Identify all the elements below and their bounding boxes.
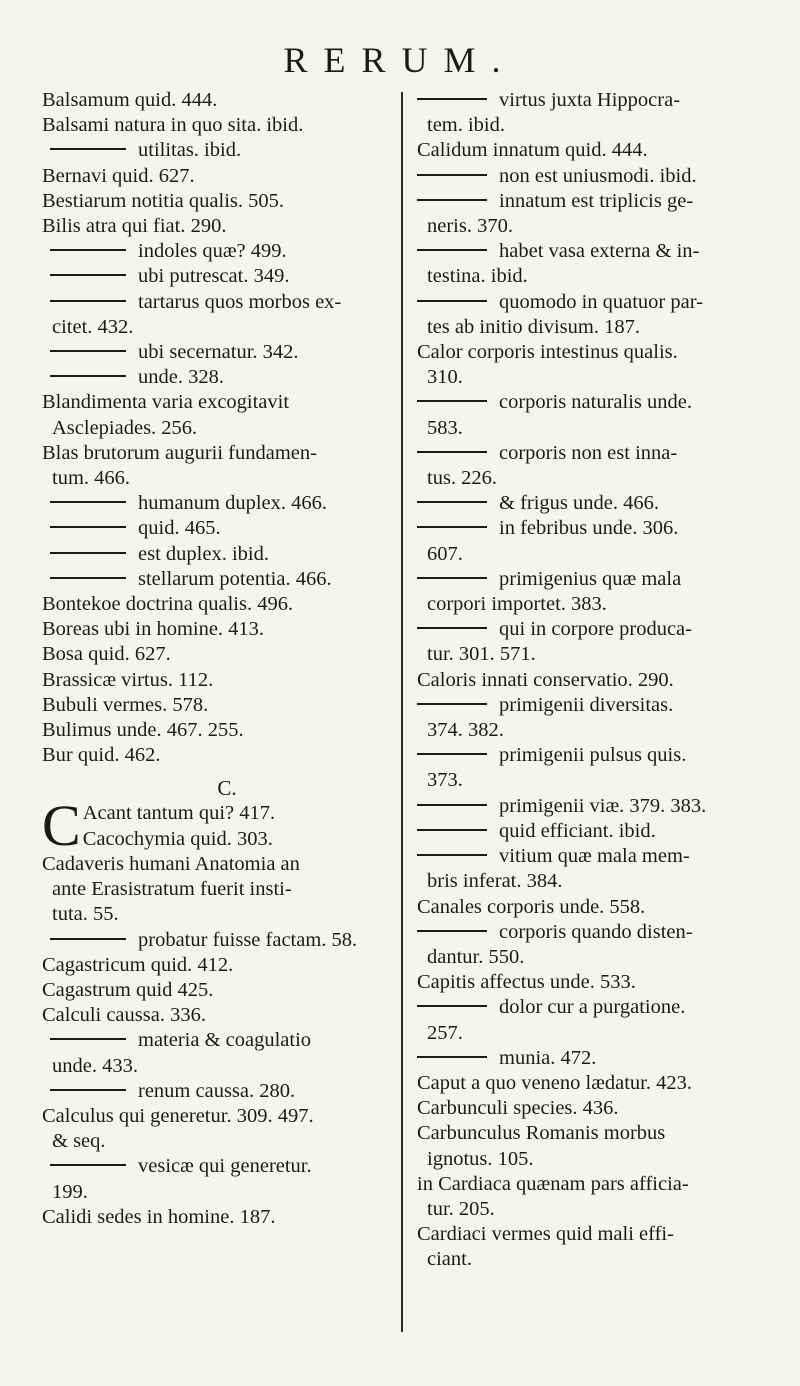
entry-text: corporis quando disten- [499,920,693,943]
index-entry [42,953,402,978]
entry-line: Blas brutorum augurii fundamen- [42,441,317,464]
entry-line [417,441,769,466]
entry-text: primigenii diversitas. [499,693,674,716]
page-header: RERUM. [283,40,517,80]
entry-line: Brassicæ virtus. 112. [42,668,214,691]
index-entry [417,567,769,617]
index-entry [417,995,769,1045]
ditto-dash [417,577,487,579]
ditto-dash [50,1089,126,1091]
index-entry [42,668,402,693]
entry-line: Bontekoe doctrina qualis. 496. [42,593,294,616]
index-entry [417,189,769,239]
entry-text: quid. 465. [138,517,221,540]
index-entry [417,1222,769,1272]
entry-continuation: 373. [427,769,463,792]
entry-line [417,920,769,945]
entry-line: Calculus qui generetur. 309. 497. [42,1104,314,1127]
entry-line: Bestiarum notitia qualis. 505. [42,189,284,212]
index-entry [42,617,402,642]
entry-continuation: bris inferat. 384. [427,870,563,893]
ditto-dash [50,350,126,352]
entry-text: humanum duplex. 466. [138,492,328,515]
ditto-dash [50,274,126,276]
index-entry [417,340,769,390]
entry-line [42,365,402,390]
entry-text: non est uniusmodi. ibid. [499,164,697,187]
index-entry [417,920,769,970]
ditto-dash [417,526,487,528]
entry-line: Cagastrum quid 425. [42,978,214,1001]
index-entry [417,239,769,289]
entry-line [42,340,402,365]
entry-text: qui in corpore produca- [499,618,692,641]
entry-line: Carbunculi species. 436. [417,1097,619,1120]
entry-line [417,617,769,642]
ditto-dash [50,300,126,302]
entry-line: Balsamum quid. 444. [42,89,218,111]
entry-line [417,819,769,844]
ditto-dash [50,1164,126,1166]
index-entry [42,852,402,928]
entry-text: primigenii pulsus quis. [499,744,687,767]
entry-text: dolor cur a purgatione. [499,996,686,1019]
index-entry [417,743,769,793]
entry-text: utilitas. ibid. [138,139,242,162]
entry-continuation: tum. 466. [52,467,131,490]
ditto-dash [417,501,487,503]
entry-text: primigenii viæ. 379. 383. [499,794,707,817]
entry-line [42,1079,402,1104]
entry-text: ubi secernatur. 342. [138,341,299,364]
index-entry [42,693,402,718]
index-entry [42,542,402,567]
ditto-dash [50,526,126,528]
ditto-dash [417,930,487,932]
index-entry [417,1096,769,1121]
entry-text: materia & coagulatio [138,1029,312,1052]
entry-line [417,189,769,214]
entry-line [42,138,402,163]
index-entry [42,1003,402,1028]
left-column [42,88,402,1230]
entry-line [42,239,402,264]
index-entry [42,365,402,390]
index-entry [42,290,402,340]
index-entry [42,1205,402,1230]
entry-line: Calidi sedes in homine. 187. [42,1205,276,1228]
index-entry [417,290,769,340]
index-entry [417,970,769,995]
index-entry [42,264,402,289]
index-entry [42,516,402,541]
entry-line: Balsami natura in quo sita. ibid. [42,114,304,137]
ditto-dash [417,98,487,100]
index-entry [42,1104,402,1154]
index-entry [42,390,402,440]
index-entry [42,1154,402,1204]
entry-text: & frigus unde. 466. [499,492,659,515]
entry-continuation: 607. [427,542,463,565]
ditto-dash [417,854,487,856]
left-entry-list [42,88,402,768]
entry-continuation: Asclepiades. 256. [52,416,198,439]
entry-line [417,491,769,516]
entry-line [42,1154,402,1179]
index-entry [417,819,769,844]
index-entry [417,88,769,138]
entry-line: in Cardiaca quænam pars afficia- [417,1172,689,1195]
entry-text: tartarus quos morbos ex- [138,290,342,313]
entry-line: Blandimenta varia excogitavit [42,391,290,414]
entry-line: Cadaveris humani Anatomia an [42,852,300,875]
index-entry [42,214,402,239]
entry-line [42,264,402,289]
index-entry [42,441,402,491]
index-entry [42,491,402,516]
entry-continuation: ciant. [427,1248,472,1271]
entry-line [417,693,769,718]
entry-text: in febribus unde. 306. [499,517,679,540]
index-entry [417,794,769,819]
entry-line [417,88,769,113]
ditto-dash [417,829,487,831]
entry-text: innatum est triplicis ge- [499,189,694,212]
entry-line [417,794,769,819]
entry-line [42,928,402,953]
entry-line [42,567,402,592]
entry-line: Capitis affectus unde. 533. [417,971,636,994]
entry-line [417,743,769,768]
entry-continuation: dantur. 550. [427,945,525,968]
index-entry [42,1028,402,1078]
ditto-dash [417,1056,487,1058]
entry-line [417,239,769,264]
entry-line [417,164,769,189]
entry-line: Caput a quo veneno lædatur. 423. [417,1071,692,1094]
index-entry [417,138,769,163]
entry-text: quomodo in quatuor par- [499,290,703,313]
entry-text: renum caussa. 280. [138,1079,296,1102]
entry-continuation: tuta. 55. [52,903,119,926]
index-entry [417,844,769,894]
entry-line: Calidum innatum quid. 444. [417,139,648,162]
entry-line [417,390,769,415]
entry-text: unde. 328. [138,366,224,389]
entry-text: primigenius quæ mala [499,567,682,590]
entry-line [417,567,769,592]
index-entry [42,88,402,113]
entry-continuation: tur. 205. [427,1197,495,1220]
ditto-dash [50,249,126,251]
entry-text: est duplex. ibid. [138,542,269,565]
ditto-dash [417,199,487,201]
index-entry [417,1071,769,1096]
entry-continuation: ignotus. 105. [427,1147,534,1170]
ditto-dash [417,1005,487,1007]
index-entry [417,617,769,667]
index-entry [417,668,769,693]
entry-text: vesicæ qui generetur. [138,1155,312,1178]
ditto-dash [417,804,487,806]
ditto-dash [417,400,487,402]
entry-line: Boreas ubi in homine. 413. [42,618,265,641]
entry-line [417,290,769,315]
left-entry-list-c [42,852,402,1230]
entry-text: quid efficiant. ibid. [499,819,656,842]
ditto-dash [417,451,487,453]
entry-text: vitium quæ mala mem- [499,845,690,868]
entry-line: Bilis atra qui fiat. 290. [42,215,227,238]
entry-line: Carbunculus Romanis morbus [417,1122,666,1145]
index-entry [42,113,402,138]
ditto-dash [417,627,487,629]
index-entry [42,642,402,667]
entry-continuation: 310. [427,366,463,389]
entry-continuation: neris. 370. [427,215,513,238]
entry-line: Bur quid. 462. [42,744,161,767]
entry-text: habet vasa externa & in- [499,240,700,263]
entry-continuation: corpori importet. 383. [427,593,607,616]
index-entry [417,390,769,440]
entry-continuation: tes ab initio divisum. 187. [427,315,640,338]
entry-continuation: unde. 433. [52,1054,138,1077]
entry-line: Caloris innati conservatio. 290. [417,668,674,691]
entry-continuation: 374. 382. [427,719,504,742]
entry-line: Canales corporis unde. 558. [417,895,646,918]
index-entry [42,567,402,592]
entry-continuation: 199. [52,1180,88,1203]
index-entry [42,239,402,264]
entry-line: Calculi caussa. 336. [42,1004,206,1027]
entry-line [417,1046,769,1071]
index-entry [42,340,402,365]
index-entry [42,743,402,768]
index-entry [417,441,769,491]
index-entry [42,592,402,617]
ditto-dash [417,249,487,251]
entry-line [417,516,769,541]
ditto-dash [50,1038,126,1040]
entry-text: stellarum potentia. 466. [138,567,332,590]
ditto-dash [50,552,126,554]
index-entry [417,1172,769,1222]
entry-continuation: tur. 301. 571. [427,643,536,666]
entry-line: Bulimus unde. 467. 255. [42,719,244,742]
right-entry-list [417,88,769,1273]
dropcap-entry [42,793,402,859]
index-entry [42,164,402,189]
dropcap-line: Cacochymia quid. 303. [82,827,273,850]
dropcap-line: Acant tantum qui? 417. [82,802,276,825]
entry-continuation: testina. ibid. [427,265,528,288]
entry-line: Bernavi quid. 627. [42,164,195,187]
index-entry [417,895,769,920]
entry-line [417,844,769,869]
entry-line [42,290,402,315]
index-entry [417,164,769,189]
entry-text: ubi putrescat. 349. [138,265,290,288]
ditto-dash [417,174,487,176]
entry-line [42,491,402,516]
entry-line: Cardiaci vermes quid mali effi- [417,1223,674,1246]
entry-text: indoles quæ? 499. [138,240,287,263]
entry-text: virtus juxta Hippocra- [499,89,681,111]
index-entry [42,928,402,953]
entry-line: Calor corporis intestinus qualis. [417,341,678,364]
entry-text: munia. 472. [499,1046,597,1069]
index-entry [42,978,402,1003]
entry-text: probatur fuisse factam. 58. [138,928,358,951]
ditto-dash [417,300,487,302]
entry-continuation: citet. 432. [52,315,134,338]
ditto-dash [50,577,126,579]
entry-line [42,542,402,567]
section-letter: C. [217,776,237,801]
entry-continuation: tem. ibid. [427,114,506,137]
index-entry [417,516,769,566]
ditto-dash [417,703,487,705]
entry-continuation: & seq. [52,1130,106,1153]
entry-continuation: 257. [427,1021,463,1044]
index-entry [417,1046,769,1071]
ditto-dash [50,148,126,150]
entry-text: corporis naturalis unde. [499,391,692,414]
ditto-dash [50,501,126,503]
ditto-dash [50,938,126,940]
index-entry [417,491,769,516]
ditto-dash [50,375,126,377]
index-entry [42,718,402,743]
index-entry [417,1121,769,1171]
entry-line [417,995,769,1020]
entry-continuation: tus. 226. [427,467,498,490]
entry-continuation: 583. [427,416,463,439]
entry-line [42,516,402,541]
entry-continuation: ante Erasistratum fuerit insti- [52,878,292,901]
entry-line [42,1028,402,1053]
ditto-dash [417,753,487,755]
entry-text: corporis non est inna- [499,441,678,464]
index-entry [42,138,402,163]
entry-line: Bosa quid. 627. [42,643,171,666]
right-column [417,88,769,1273]
entry-line: Cagastricum quid. 412. [42,953,234,976]
index-entry [42,189,402,214]
dropcap-letter: C [42,793,81,859]
index-entry [417,693,769,743]
index-entry [42,1079,402,1104]
entry-line: Bubuli vermes. 578. [42,693,209,716]
